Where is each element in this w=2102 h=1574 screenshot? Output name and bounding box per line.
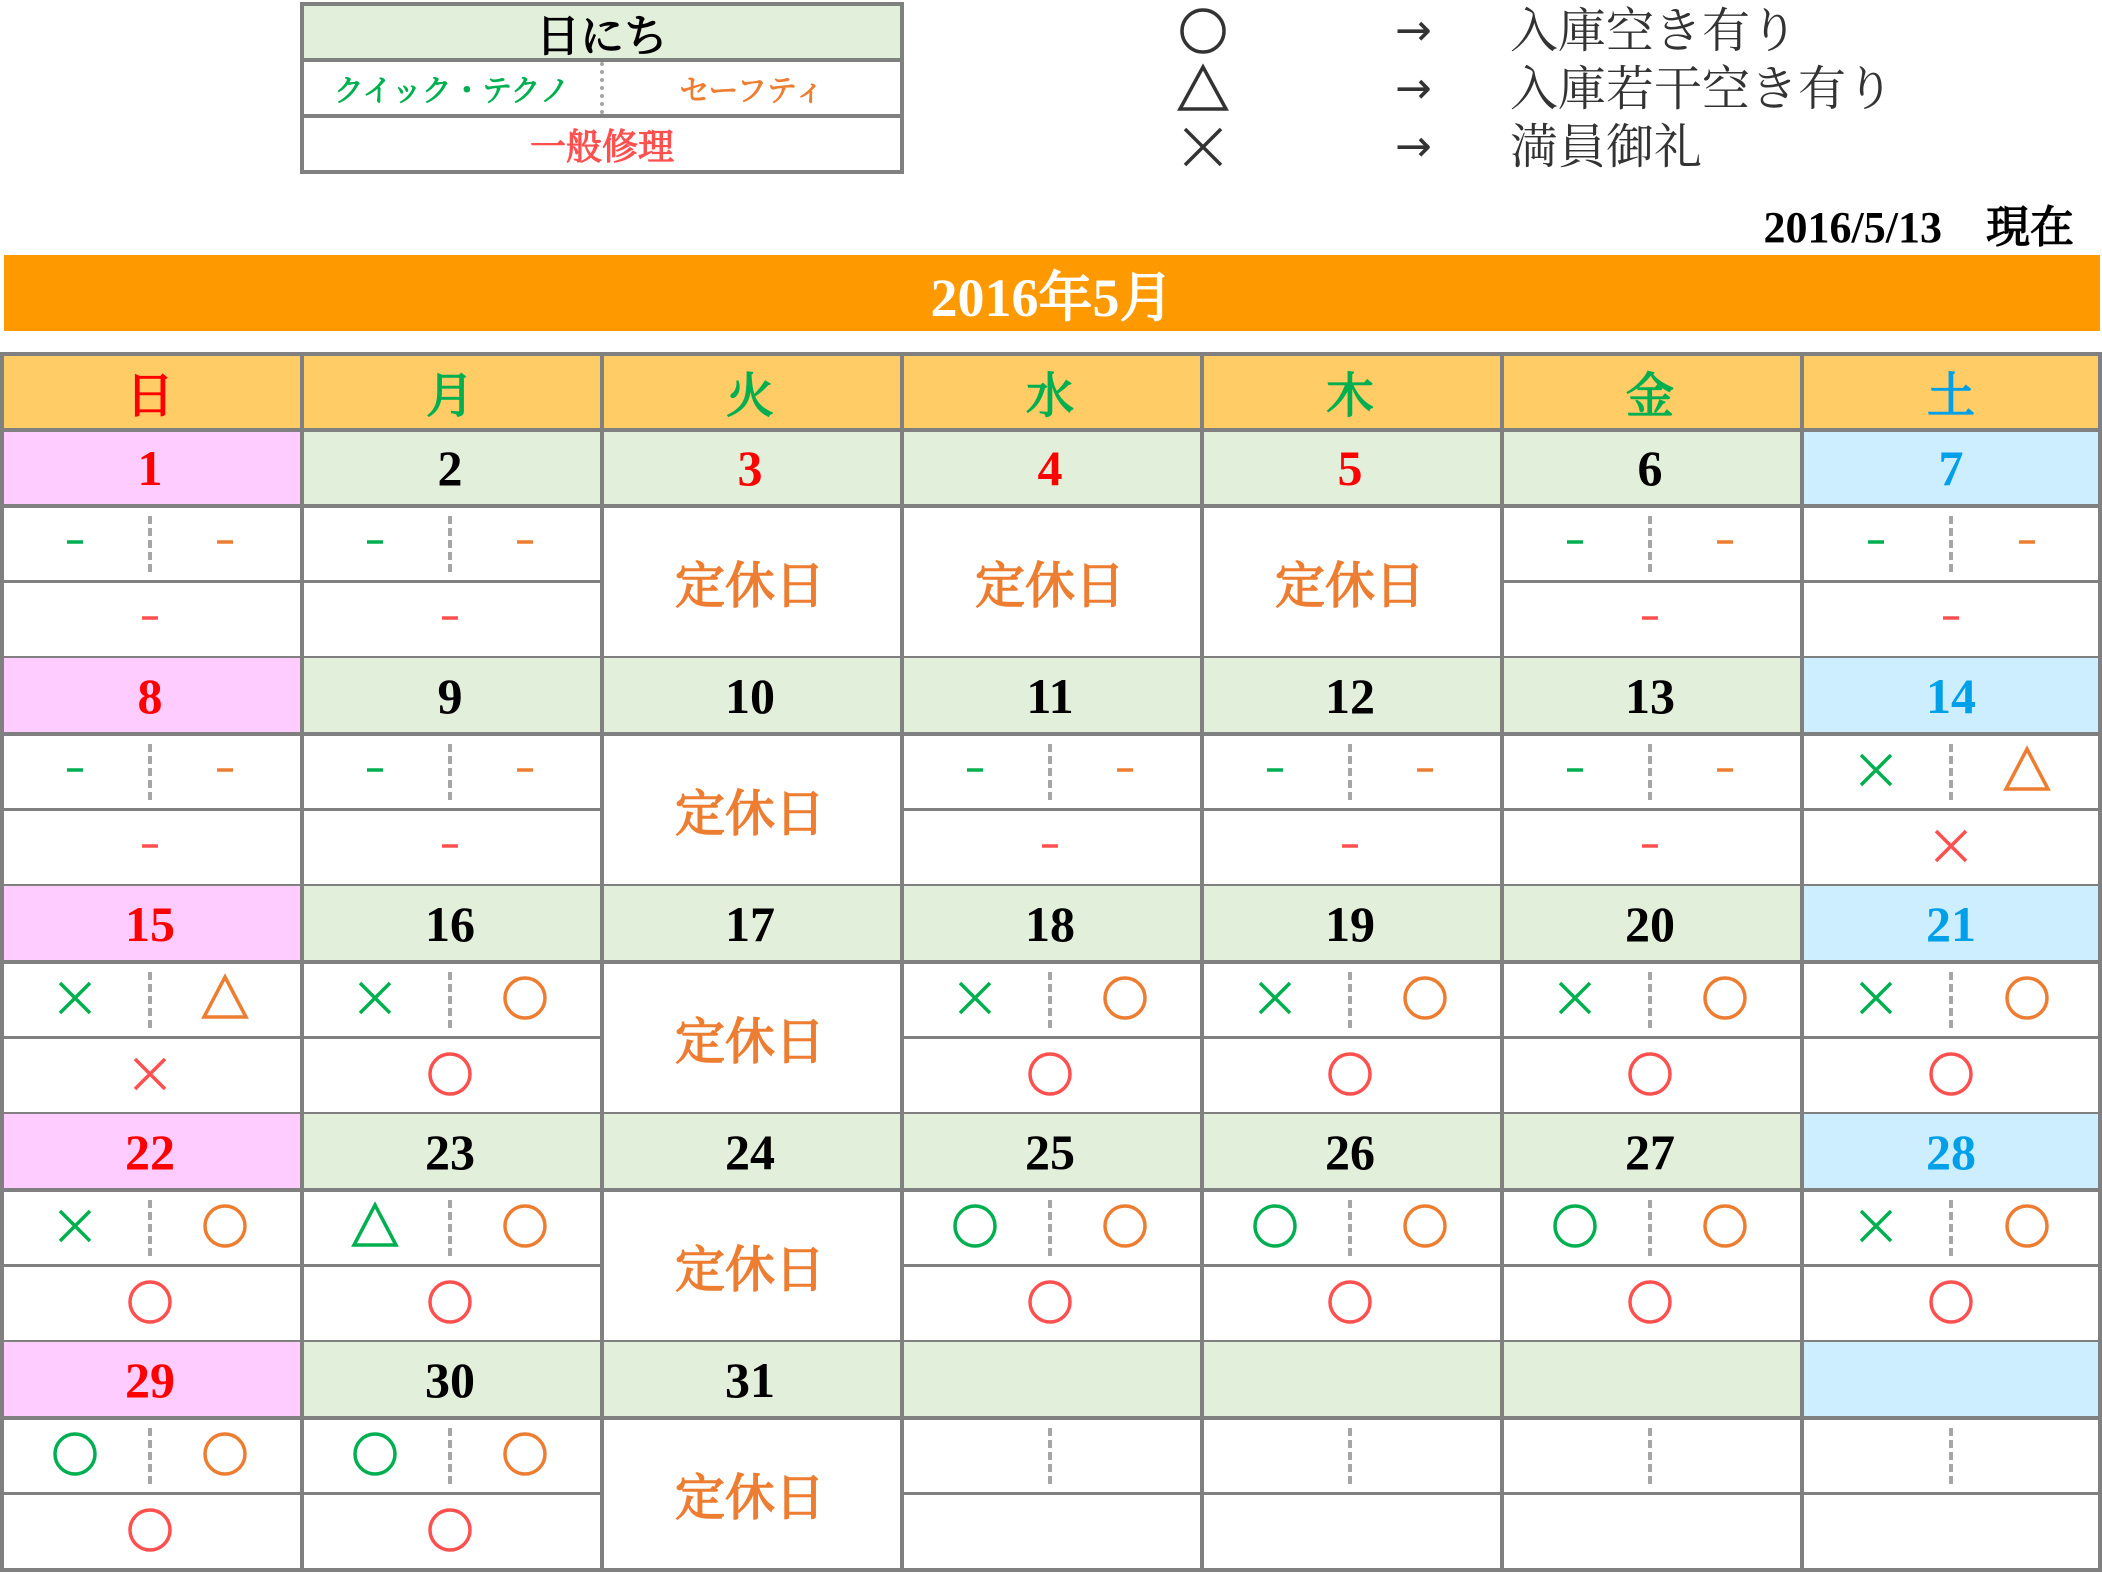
quick-techno-status[interactable] <box>300 506 450 582</box>
day-number: 14 <box>1800 658 2102 734</box>
service-divider <box>1348 1200 1352 1256</box>
safety-status[interactable] <box>1951 1190 2102 1266</box>
day-number: 5 <box>1200 430 1500 506</box>
general-repair-status[interactable] <box>1200 1038 1500 1114</box>
service-divider <box>1648 516 1652 572</box>
quick-techno-status[interactable] <box>1500 1418 1650 1494</box>
quick-techno-status[interactable] <box>0 962 150 1038</box>
closed-day-label: 定休日 <box>675 1242 825 1298</box>
circle-icon <box>1623 1275 1677 1334</box>
quick-techno-status[interactable] <box>0 1190 150 1266</box>
general-repair-status[interactable] <box>300 810 600 886</box>
dash-icon <box>1548 743 1602 802</box>
safety-status[interactable] <box>1350 1190 1500 1266</box>
legend-text-full: 満員御礼 <box>1510 119 1703 175</box>
number-row-border <box>300 960 600 964</box>
quick-techno-status[interactable] <box>300 734 450 810</box>
day-number: 12 <box>1200 658 1500 734</box>
legend-cross-icon <box>1173 119 1233 175</box>
service-divider <box>1348 972 1352 1028</box>
day-number: 18 <box>900 886 1200 962</box>
circle-icon <box>123 1275 177 1334</box>
safety-status[interactable] <box>1050 962 1200 1038</box>
safety-status[interactable] <box>1050 734 1200 810</box>
column-border <box>1200 352 1204 1570</box>
dash-icon <box>48 515 102 574</box>
number-row-border <box>300 1188 600 1192</box>
safety-status[interactable] <box>150 734 300 810</box>
number-row-border <box>900 1188 1200 1192</box>
safety-status[interactable] <box>150 962 300 1038</box>
dash-icon <box>123 819 177 878</box>
weekday-header-sun: 日 <box>0 352 300 430</box>
closed-day-label: 定休日 <box>675 786 825 842</box>
day-number: 3 <box>600 430 900 506</box>
key-safety-label: セーフティ <box>679 74 825 109</box>
service-divider <box>448 516 452 572</box>
triangle-icon <box>198 971 252 1030</box>
quick-techno-status[interactable] <box>1800 1418 1951 1494</box>
general-repair-status[interactable] <box>0 582 300 658</box>
dash-icon <box>1098 743 1152 802</box>
number-row-border <box>1200 1416 1500 1420</box>
number-row-border <box>1800 504 2102 508</box>
circle-icon <box>1924 1275 1978 1334</box>
number-row-border <box>600 732 900 736</box>
safety-status[interactable] <box>1650 1418 1800 1494</box>
service-divider <box>1348 744 1352 800</box>
service-divider <box>1648 744 1652 800</box>
safety-status[interactable] <box>450 1418 600 1494</box>
general-repair-status[interactable] <box>1800 1494 2102 1570</box>
general-repair-status[interactable] <box>300 1266 600 1342</box>
safety-status[interactable] <box>1951 1418 2102 1494</box>
number-row-border <box>0 960 300 964</box>
quick-techno-status[interactable] <box>300 1190 450 1266</box>
quick-techno-status[interactable] <box>900 1190 1050 1266</box>
number-row-border <box>300 1416 600 1420</box>
number-row-border <box>1800 732 2102 736</box>
service-divider <box>1048 1428 1052 1484</box>
safety-status[interactable] <box>1951 734 2102 810</box>
day-number: 22 <box>0 1114 300 1190</box>
dash-icon <box>123 591 177 650</box>
quick-techno-status[interactable] <box>1800 962 1951 1038</box>
circle-icon <box>1023 1275 1077 1334</box>
dash-icon <box>1698 515 1752 574</box>
general-repair-status[interactable] <box>1500 1266 1800 1342</box>
service-divider <box>448 1200 452 1256</box>
service-key-box <box>300 2 904 174</box>
dash-icon <box>48 743 102 802</box>
circle-icon <box>1698 1199 1752 1258</box>
number-row-border <box>900 504 1200 508</box>
safety-status[interactable] <box>1350 962 1500 1038</box>
day-number <box>1500 1342 1800 1418</box>
column-border <box>2098 352 2102 1570</box>
circle-icon <box>1098 1199 1152 1258</box>
day-number <box>1200 1342 1500 1418</box>
service-divider <box>1348 1428 1352 1484</box>
as-of-date: 2016/5/13 現在 <box>1763 203 2074 252</box>
service-divider <box>1048 1200 1052 1256</box>
general-repair-status[interactable] <box>1200 1266 1500 1342</box>
dash-icon <box>198 515 252 574</box>
safety-status[interactable] <box>1350 1418 1500 1494</box>
cross-icon <box>1248 971 1302 1030</box>
day-number: 25 <box>900 1114 1200 1190</box>
circle-icon <box>198 1199 252 1258</box>
day-number: 23 <box>300 1114 600 1190</box>
cross-icon <box>123 1047 177 1106</box>
day-number: 29 <box>0 1342 300 1418</box>
number-row-border <box>1200 960 1500 964</box>
service-divider <box>1048 744 1052 800</box>
number-row-border <box>1200 732 1500 736</box>
circle-icon <box>198 1427 252 1486</box>
quick-techno-status[interactable] <box>0 506 150 582</box>
weekday-header-tue: 火 <box>600 352 900 430</box>
day-number: 28 <box>1800 1114 2102 1190</box>
dash-icon <box>1323 819 1377 878</box>
quick-techno-status[interactable] <box>1500 734 1650 810</box>
key-services-row <box>304 62 900 118</box>
service-divider <box>148 1428 152 1484</box>
quick-techno-status[interactable] <box>1800 1190 1951 1266</box>
closed-day-label: 定休日 <box>675 1470 825 1526</box>
circle-icon <box>1023 1047 1077 1106</box>
dash-icon <box>1548 515 1602 574</box>
legend-circle-icon <box>1173 3 1233 59</box>
general-repair-status[interactable] <box>1500 1038 1800 1114</box>
circle-icon <box>123 1503 177 1562</box>
cross-icon <box>1924 819 1978 878</box>
number-row-border <box>900 960 1200 964</box>
safety-status[interactable] <box>150 1418 300 1494</box>
quick-techno-status[interactable] <box>1500 1190 1650 1266</box>
safety-status[interactable] <box>450 734 600 810</box>
cross-icon <box>948 971 1002 1030</box>
circle-icon <box>348 1427 402 1486</box>
day-number <box>900 1342 1200 1418</box>
circle-icon <box>1323 1047 1377 1106</box>
number-row-border <box>1500 1416 1800 1420</box>
day-number: 21 <box>1800 886 2102 962</box>
dash-icon <box>348 743 402 802</box>
number-row-border <box>1500 960 1800 964</box>
quick-techno-status[interactable] <box>1800 506 1951 582</box>
legend-arrow: → <box>1395 121 1432 172</box>
day-number: 20 <box>1500 886 1800 962</box>
header-border <box>0 428 2102 432</box>
legend-triangle-icon <box>1173 61 1233 117</box>
circle-icon <box>2000 1199 2054 1258</box>
weekday-header-thu: 木 <box>1200 352 1500 430</box>
service-divider <box>448 744 452 800</box>
number-row-border <box>1800 1416 2102 1420</box>
safety-status[interactable] <box>1650 1190 1800 1266</box>
number-row-border <box>1800 1188 2102 1192</box>
cross-icon <box>48 1199 102 1258</box>
dash-icon <box>2000 515 2054 574</box>
safety-status[interactable] <box>1650 962 1800 1038</box>
number-row-border <box>1500 732 1800 736</box>
service-divider <box>148 972 152 1028</box>
service-divider <box>1949 1428 1953 1484</box>
general-repair-status[interactable] <box>0 1494 300 1570</box>
day-number: 30 <box>300 1342 600 1418</box>
number-row-border <box>1800 960 2102 964</box>
day-number: 15 <box>0 886 300 962</box>
general-repair-status[interactable] <box>1800 810 2102 886</box>
day-number: 16 <box>300 886 600 962</box>
dash-icon <box>348 515 402 574</box>
quick-techno-status[interactable] <box>1800 734 1951 810</box>
column-border <box>600 352 604 1570</box>
safety-status[interactable] <box>1951 506 2102 582</box>
general-repair-status[interactable] <box>1200 1494 1500 1570</box>
general-repair-status[interactable] <box>0 1266 300 1342</box>
month-title: 2016年5月 <box>4 255 2100 331</box>
quick-techno-status[interactable] <box>0 734 150 810</box>
safety-status[interactable] <box>1650 506 1800 582</box>
circle-icon <box>498 971 552 1030</box>
quick-techno-status[interactable] <box>1200 734 1350 810</box>
number-row-border <box>0 732 300 736</box>
general-repair-status[interactable] <box>900 1038 1200 1114</box>
number-row-border <box>300 732 600 736</box>
dash-icon <box>1398 743 1452 802</box>
service-divider <box>1949 744 1953 800</box>
closed-day-label: 定休日 <box>1275 558 1425 614</box>
column-border <box>1500 352 1504 1570</box>
service-divider <box>148 516 152 572</box>
service-divider <box>448 972 452 1028</box>
calendar-grid <box>0 352 2102 1574</box>
quick-techno-status[interactable] <box>900 734 1050 810</box>
general-repair-status[interactable] <box>300 1494 600 1570</box>
service-divider <box>148 744 152 800</box>
general-repair-status[interactable] <box>0 810 300 886</box>
general-repair-status[interactable] <box>1500 582 1800 658</box>
circle-icon <box>423 1047 477 1106</box>
day-number: 24 <box>600 1114 900 1190</box>
triangle-icon <box>348 1199 402 1258</box>
service-divider <box>1048 972 1052 1028</box>
quick-techno-status[interactable] <box>900 962 1050 1038</box>
number-row-border <box>600 960 900 964</box>
number-row-border <box>600 1416 900 1420</box>
day-number: 31 <box>600 1342 900 1418</box>
service-divider <box>1648 1428 1652 1484</box>
number-row-border <box>1500 504 1800 508</box>
day-number: 11 <box>900 658 1200 734</box>
general-repair-status[interactable] <box>1800 582 2102 658</box>
safety-status[interactable] <box>150 1190 300 1266</box>
legend-text-available: 入庫空き有り <box>1510 3 1799 59</box>
circle-icon <box>948 1199 1002 1258</box>
cross-icon <box>348 971 402 1030</box>
dash-icon <box>1023 819 1077 878</box>
legend-arrow: → <box>1395 63 1432 114</box>
dash-icon <box>1849 515 1903 574</box>
circle-icon <box>423 1503 477 1562</box>
key-general-repair-label: 一般修理 <box>529 126 674 168</box>
weekday-header-fri: 金 <box>1500 352 1800 430</box>
general-repair-status[interactable] <box>0 1038 300 1114</box>
dash-icon <box>1698 743 1752 802</box>
service-divider <box>1949 516 1953 572</box>
service-divider <box>148 1200 152 1256</box>
day-number: 9 <box>300 658 600 734</box>
quick-techno-status[interactable] <box>900 1418 1050 1494</box>
number-row-border <box>0 1188 300 1192</box>
day-number: 26 <box>1200 1114 1500 1190</box>
day-number <box>1800 1342 2102 1418</box>
day-number: 6 <box>1500 430 1800 506</box>
general-repair-status[interactable] <box>1500 810 1800 886</box>
safety-status[interactable] <box>1650 734 1800 810</box>
general-repair-status[interactable] <box>1800 1038 2102 1114</box>
number-row-border <box>300 504 600 508</box>
dash-icon <box>423 819 477 878</box>
quick-techno-status[interactable] <box>300 1418 450 1494</box>
number-row-border <box>1200 504 1500 508</box>
key-quick-techno-label: クイック・テクノ <box>304 62 604 114</box>
number-row-border <box>600 504 900 508</box>
day-number: 10 <box>600 658 900 734</box>
number-row-border <box>1500 1188 1800 1192</box>
circle-icon <box>48 1427 102 1486</box>
column-border <box>300 352 304 1570</box>
dash-icon <box>948 743 1002 802</box>
circle-icon <box>1398 971 1452 1030</box>
quick-techno-status[interactable] <box>1200 962 1350 1038</box>
cross-icon <box>1849 971 1903 1030</box>
day-number: 8 <box>0 658 300 734</box>
circle-icon <box>1098 971 1152 1030</box>
day-number: 7 <box>1800 430 2102 506</box>
header-border <box>0 352 2102 356</box>
safety-status[interactable] <box>1350 734 1500 810</box>
cross-icon <box>1849 743 1903 802</box>
week-border <box>0 1568 2102 1572</box>
closed-day-label: 定休日 <box>975 558 1125 614</box>
column-border <box>0 352 4 1570</box>
day-number: 19 <box>1200 886 1500 962</box>
weekday-header-wed: 水 <box>900 352 1200 430</box>
safety-status[interactable] <box>450 506 600 582</box>
number-row-border <box>1200 1188 1500 1192</box>
general-repair-status[interactable] <box>900 810 1200 886</box>
cross-icon <box>1548 971 1602 1030</box>
legend-arrow: → <box>1395 5 1432 56</box>
quick-techno-status[interactable] <box>1500 962 1650 1038</box>
safety-status[interactable] <box>450 962 600 1038</box>
general-repair-status[interactable] <box>1200 810 1500 886</box>
dash-icon <box>498 743 552 802</box>
service-divider <box>1949 1200 1953 1256</box>
number-row-border <box>600 1188 900 1192</box>
dash-icon <box>1248 743 1302 802</box>
closed-day-label: 定休日 <box>675 558 825 614</box>
weekday-header-mon: 月 <box>300 352 600 430</box>
triangle-icon <box>2000 743 2054 802</box>
dash-icon <box>1623 591 1677 650</box>
circle-icon <box>1924 1047 1978 1106</box>
legend-text-few-available: 入庫若干空き有り <box>1510 61 1895 117</box>
day-number: 13 <box>1500 658 1800 734</box>
general-repair-status[interactable] <box>300 1038 600 1114</box>
dash-icon <box>1924 591 1978 650</box>
quick-techno-status[interactable] <box>1200 1190 1350 1266</box>
general-repair-status[interactable] <box>900 1266 1200 1342</box>
number-row-border <box>900 732 1200 736</box>
quick-techno-status[interactable] <box>1200 1418 1350 1494</box>
general-repair-status[interactable] <box>1800 1266 2102 1342</box>
cross-icon <box>48 971 102 1030</box>
cross-icon <box>1849 1199 1903 1258</box>
number-row-border <box>0 1416 300 1420</box>
circle-icon <box>1323 1275 1377 1334</box>
quick-techno-status[interactable] <box>300 962 450 1038</box>
service-divider <box>448 1428 452 1484</box>
dash-icon <box>198 743 252 802</box>
number-row-border <box>0 504 300 508</box>
circle-icon <box>423 1275 477 1334</box>
circle-icon <box>498 1427 552 1486</box>
day-number: 17 <box>600 886 900 962</box>
service-divider <box>1648 972 1652 1028</box>
day-number: 1 <box>0 430 300 506</box>
closed-day-label: 定休日 <box>675 1014 825 1070</box>
general-repair-status[interactable] <box>900 1494 1200 1570</box>
safety-status[interactable] <box>450 1190 600 1266</box>
general-repair-status[interactable] <box>300 582 600 658</box>
circle-icon <box>1398 1199 1452 1258</box>
service-divider <box>1949 972 1953 1028</box>
safety-status[interactable] <box>1050 1418 1200 1494</box>
general-repair-status[interactable] <box>1500 1494 1800 1570</box>
circle-icon <box>1623 1047 1677 1106</box>
safety-status[interactable] <box>1050 1190 1200 1266</box>
dash-icon <box>498 515 552 574</box>
column-border <box>900 352 904 1570</box>
dash-icon <box>1623 819 1677 878</box>
circle-icon <box>1698 971 1752 1030</box>
safety-status[interactable] <box>1951 962 2102 1038</box>
day-number: 2 <box>300 430 600 506</box>
number-row-border <box>900 1416 1200 1420</box>
column-border <box>1800 352 1804 1570</box>
quick-techno-status[interactable] <box>0 1418 150 1494</box>
circle-icon <box>1548 1199 1602 1258</box>
circle-icon <box>2000 971 2054 1030</box>
day-number: 4 <box>900 430 1200 506</box>
safety-status[interactable] <box>150 506 300 582</box>
quick-techno-status[interactable] <box>1500 506 1650 582</box>
day-number: 27 <box>1500 1114 1800 1190</box>
key-title: 日にち <box>304 6 900 62</box>
circle-icon <box>1248 1199 1302 1258</box>
dash-icon <box>423 591 477 650</box>
service-divider <box>1648 1200 1652 1256</box>
circle-icon <box>498 1199 552 1258</box>
weekday-header-sat: 土 <box>1800 352 2102 430</box>
